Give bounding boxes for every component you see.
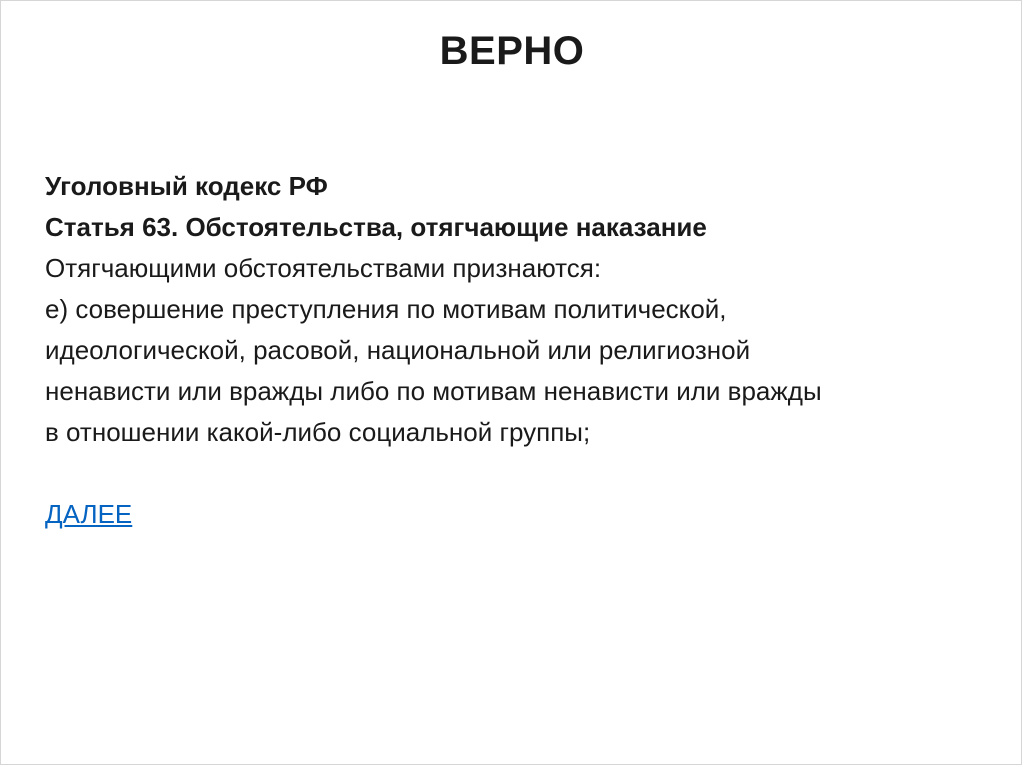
article-heading: Статья 63. Обстоятельства, отягчающие наказание [45, 212, 707, 242]
code-heading: Уголовный кодекс РФ [45, 171, 328, 201]
body-line: в отношении какой-либо социальной группы; [45, 417, 591, 447]
body-line: е) совершение преступления по мотивам политической, [45, 294, 727, 324]
body-line: идеологической, расовой, национальной или религиозной [45, 335, 751, 365]
slide-content [45, 166, 1005, 535]
slide-title: ВЕРНО [439, 29, 585, 73]
next-link[interactable]: ДАЛЕЕ [45, 499, 133, 529]
spacer [45, 453, 1005, 494]
body-line: Отягчающими обстоятельствами признаются: [45, 253, 602, 283]
body-line: ненависти или вражды либо по мотивам ненависти или вражды [45, 376, 822, 406]
